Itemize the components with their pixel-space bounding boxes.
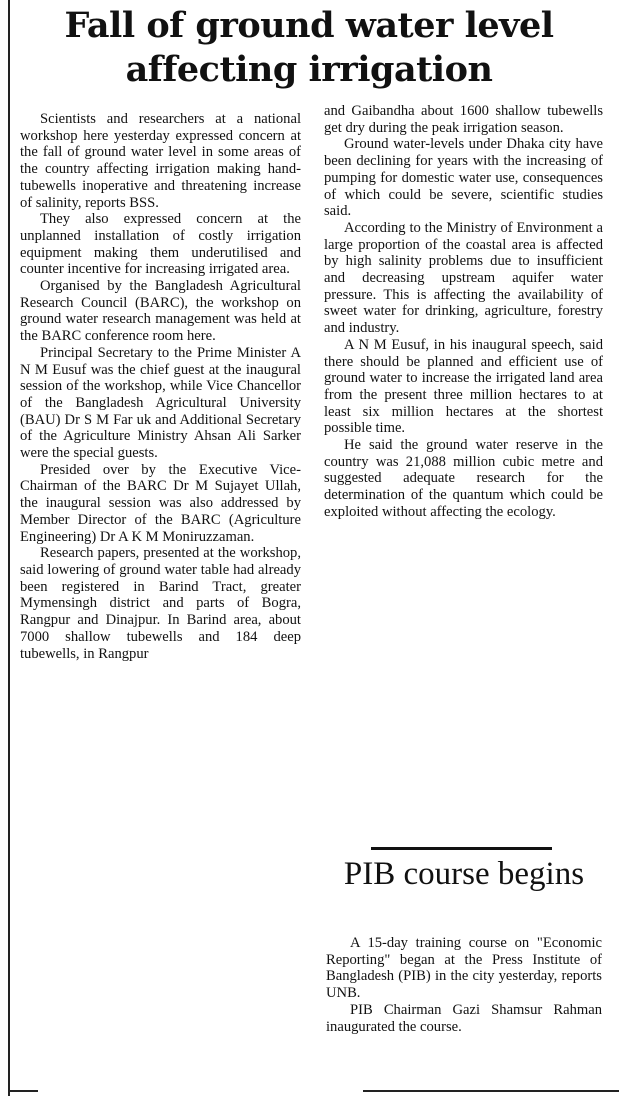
sub-headline: PIB course begins xyxy=(343,856,585,892)
paragraph: A 15-day training course on "Economic Reporting" began at the Press Institute of Bangladesh (PIB) in the city yesterday, reports UNB. xyxy=(326,935,602,1002)
bottom-rule xyxy=(363,1090,619,1092)
paragraph: Organised by the Bangladesh Agricultural Research Council (BARC), the workshop on ground water research management was held at the BARC conference room here. xyxy=(20,278,301,345)
headline: Fall of ground water level affecting irrigation xyxy=(64,5,554,90)
paragraph: Principal Secretary to the Prime Minister A N M Eusuf was the chief guest at the inaugural session of the workshop, while Vice Chancellor of the Bangladesh Agricultural University (BAU) Dr S M Far uk and Additional Secretary of the Agriculture Ministry Ahsan Ali Sarker were the special guests. xyxy=(20,344,301,462)
paragraph: According to the Ministry of Environment a large proportion of the coastal area is affected by high salinity problems due to insufficient and decreasing upstream aquifer water pressure. This is affecting the availability of sweet water for drinking, agriculture, forestry and industry. xyxy=(324,219,603,337)
paragraph: and Gaibandha about 1600 shallow tubewells get dry during the peak irrigation season. xyxy=(324,103,603,136)
bottom-rule-left xyxy=(8,1090,38,1092)
paragraph: Ground water-levels under Dhaka city have been declining for years with the increasing of pumping for domestic water use, consequences of which could be severe, scientific studies said. xyxy=(324,136,603,220)
paragraph: A N M Eusuf, in his inaugural speech, said there should be planned and efficient use of ground water to increase the irrigated land area from the present three million hectares to at least six million hectares at the shortest possible time. xyxy=(324,336,603,437)
article-column-left xyxy=(20,111,301,662)
paragraph: They also expressed concern at the unplanned installation of costly irrigation equipment making them underutilised and counter incentive for increasing irrigated area. xyxy=(20,211,301,278)
paragraph: PIB Chairman Gazi Shamsur Rahman inaugurated the course. xyxy=(326,1001,602,1035)
sub-story-column xyxy=(326,935,602,1035)
paragraph: He said the ground water reserve in the country was 21,088 million cubic metre and suggested adequate research for the determination of the quantum which could be exploited without affecting the ecology. xyxy=(324,437,603,520)
article-column-right xyxy=(324,103,603,521)
paragraph: Scientists and researchers at a national workshop here yesterday expressed concern at the fall of ground water level in some areas of the country affecting irrigation making hand-tubewells inoperative and threatening increase of salinity, reports BSS. xyxy=(20,111,301,211)
paragraph: Research papers, presented at the workshop, said lowering of ground water table had already been registered in Barind Tract, greater Mymensingh district and parts of Bogra, Rangpur and Dinajpur. In Barind area, about 7000 shallow tubewells and 184 deep tubewells, in Rangpur xyxy=(20,545,301,662)
paragraph: Presided over by the Executive Vice-Chairman of the BARC Dr M Sujayet Ullah, the inaugural session was also addressed by Member Director of the BARC (Agriculture Engineering) Dr A K M Moniruzzaman. xyxy=(20,461,301,545)
section-divider-rule xyxy=(371,847,552,850)
column-border-left xyxy=(8,0,10,1096)
